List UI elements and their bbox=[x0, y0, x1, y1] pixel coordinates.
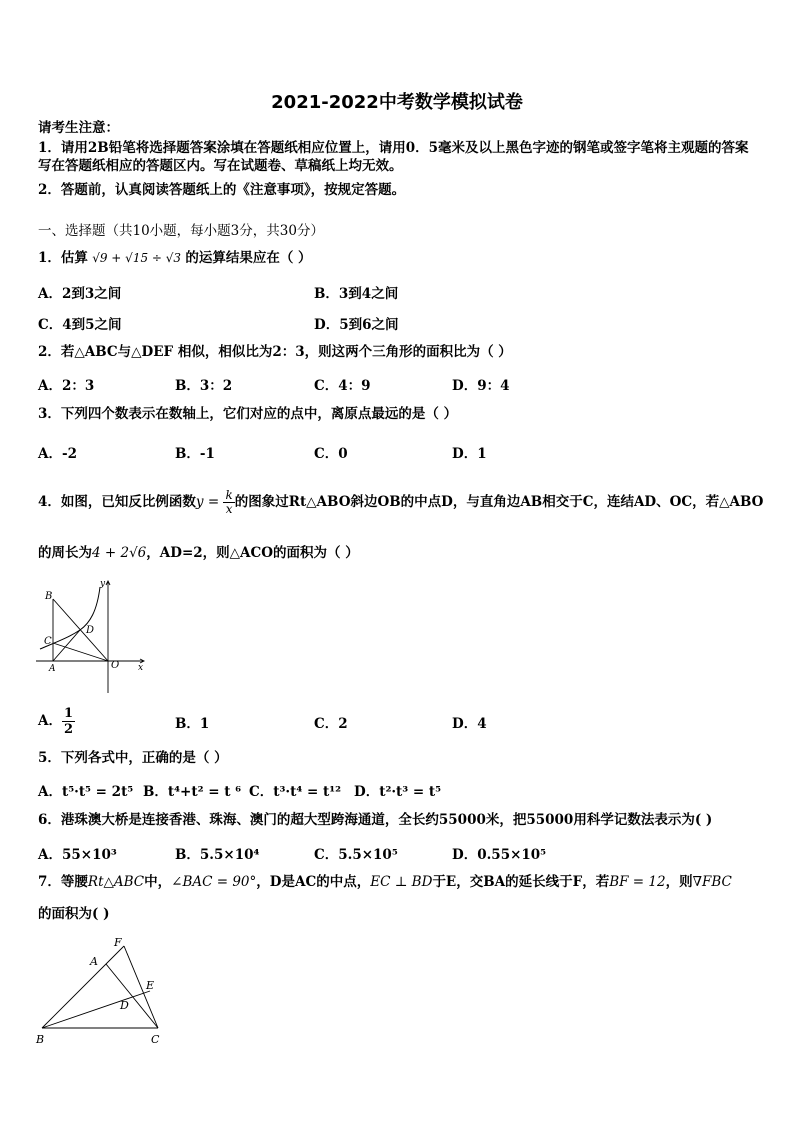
q4-mid: 的图象过Rt△ABO斜边OB的中点D，与直角边AB相交于C，连结AD、OC，若△ABO bbox=[234, 494, 764, 510]
q7-label-e: E bbox=[146, 979, 155, 992]
q2-option-b[interactable]: B．3：2 bbox=[175, 378, 233, 394]
q3-option-a[interactable]: A．-2 bbox=[38, 446, 77, 462]
q4-line2-prefix: 的周长为 bbox=[38, 545, 92, 561]
q4-segment-ad bbox=[53, 630, 80, 661]
q3-option-b[interactable]: B．-1 bbox=[175, 446, 215, 462]
q4-label-c: C bbox=[44, 636, 52, 647]
q4-option-a-fraction bbox=[62, 706, 75, 737]
q7-t4: 于E，交BA的延长线于F，若 bbox=[432, 874, 610, 890]
q7-m4: BF = 12 bbox=[609, 874, 666, 890]
q3-option-d[interactable]: D．1 bbox=[452, 446, 487, 462]
q7-t3: ，D是AC的中点， bbox=[256, 874, 371, 890]
page-title: 2021-2022中考数学模拟试卷 bbox=[271, 92, 523, 113]
q4-label-d: D bbox=[86, 625, 95, 636]
q7-m5: ∇FBC bbox=[692, 874, 732, 890]
q4-label-x: x bbox=[138, 663, 144, 673]
q1-prefix: 1．估算 bbox=[38, 250, 88, 266]
q4-figure bbox=[36, 577, 148, 695]
q2-option-a[interactable]: A．2：3 bbox=[38, 378, 95, 394]
question-7-stem-line-2: 的面积为( ) bbox=[38, 906, 110, 922]
q7-label-a: A bbox=[90, 955, 98, 968]
q7-m1: Rt△ABC bbox=[87, 874, 145, 890]
q7-segment-bf bbox=[42, 946, 124, 1028]
q4-option-a-denominator: 2 bbox=[63, 722, 74, 737]
question-6-stem: 6．港珠澳大桥是连接香港、珠海、澳门的超大型跨海通道，全长约55000米，把55000用科学记数法表示为( ) bbox=[38, 812, 713, 828]
q6-option-b[interactable]: B．5.5×10⁴ bbox=[175, 847, 260, 863]
q2-option-c[interactable]: C．4：9 bbox=[314, 378, 371, 394]
q6-option-a[interactable]: A．55×10³ bbox=[38, 847, 117, 863]
q4-option-a-label: A． bbox=[38, 713, 62, 729]
q4-option-a[interactable] bbox=[38, 703, 75, 739]
q7-label-c: C bbox=[151, 1033, 160, 1046]
q5-option-a[interactable]: A．t⁵·t⁵ = 2t⁵ bbox=[38, 784, 134, 800]
q7-t5: ，则 bbox=[665, 874, 693, 890]
q4-label-a: A bbox=[49, 664, 56, 674]
q4-option-b[interactable]: B．1 bbox=[175, 716, 210, 732]
q7-segment-ac bbox=[106, 964, 158, 1028]
q1-option-b[interactable]: B．3到4之间 bbox=[314, 286, 399, 302]
question-4-stem-line-2 bbox=[38, 544, 359, 562]
q7-label-b: B bbox=[36, 1033, 45, 1046]
q1-expression: √9 + √15 ÷ √3 bbox=[92, 251, 182, 265]
q3-option-c[interactable]: C．0 bbox=[314, 446, 348, 462]
q4-option-a-numerator: 1 bbox=[63, 706, 74, 721]
q1-suffix: 的运算结果应在（ ） bbox=[185, 250, 312, 266]
q7-figure bbox=[34, 933, 166, 1049]
q7-t2: 中， bbox=[144, 874, 172, 890]
q4-func-denominator: x bbox=[225, 502, 233, 516]
q7-label-d: D bbox=[120, 999, 129, 1012]
question-5-stem: 5．下列各式中，正确的是（ ） bbox=[38, 750, 228, 766]
q4-function-fraction bbox=[223, 489, 234, 516]
question-7-stem-line-1 bbox=[38, 873, 732, 891]
q5-option-d[interactable]: D．t²·t³ = t⁵ bbox=[354, 784, 442, 800]
notice-line-2: 2．答题前，认真阅读答题纸上的《注意事项》，按规定答题。 bbox=[38, 182, 406, 198]
q4-func-numerator: k bbox=[225, 488, 233, 502]
q5-option-c[interactable]: C．t³·t⁴ = t¹² bbox=[249, 784, 342, 800]
notice-line-1: 1．请用2B铅笔将选择题答案涂填在答题纸相应位置上，请用0．5毫米及以上黑色字迹的钢笔或签字笔将主观题的答案写在答题纸相应的答题区内。写在试题卷、草稿纸上均无效。 bbox=[38, 140, 749, 174]
q4-label-b: B bbox=[45, 591, 53, 602]
q2-option-d[interactable]: D．9：4 bbox=[452, 378, 510, 394]
q4-perimeter: 4 + 2√6 bbox=[92, 545, 147, 561]
question-1-stem bbox=[38, 249, 312, 267]
notice-heading: 请考生注意： bbox=[38, 120, 119, 136]
q7-segment-be bbox=[42, 991, 150, 1028]
q4-prefix: 4．如图，已知反比例函数 bbox=[38, 494, 196, 510]
question-2-stem: 2．若△ABC与△DEF 相似，相似比为2：3，则这两个三角形的面积比为（ ） bbox=[38, 344, 512, 360]
q6-option-c[interactable]: C．5.5×10⁵ bbox=[314, 847, 398, 863]
section-heading: 一、选择题（共10小题，每小题3分，共30分） bbox=[38, 223, 324, 239]
q7-m3: EC ⊥ BD bbox=[370, 874, 433, 890]
question-4-stem-line-1 bbox=[38, 484, 763, 520]
q1-option-c[interactable]: C．4到5之间 bbox=[38, 317, 122, 333]
question-3-stem: 3．下列四个数表示在数轴上，它们对应的点中，离原点最远的是（ ） bbox=[38, 406, 458, 422]
q4-option-c[interactable]: C．2 bbox=[314, 716, 348, 732]
q4-option-d[interactable]: D．4 bbox=[452, 716, 487, 732]
q4-label-y: y bbox=[100, 579, 106, 589]
q4-line2-suffix: ，AD=2，则△ACO的面积为（ ） bbox=[146, 545, 359, 561]
q4-function-lhs: y = bbox=[195, 494, 220, 510]
q7-t1: 7．等腰 bbox=[38, 874, 88, 890]
q5-option-b[interactable]: B．t⁴+t² = t ⁶ bbox=[143, 784, 242, 800]
q7-m2: ∠BAC = 90° bbox=[171, 874, 257, 890]
q7-label-f: F bbox=[114, 936, 122, 949]
q6-option-d[interactable]: D．0.55×10⁵ bbox=[452, 847, 547, 863]
q1-option-d[interactable]: D．5到6之间 bbox=[314, 317, 399, 333]
q4-label-o: O bbox=[111, 660, 120, 671]
q1-option-a[interactable]: A．2到3之间 bbox=[38, 286, 122, 302]
